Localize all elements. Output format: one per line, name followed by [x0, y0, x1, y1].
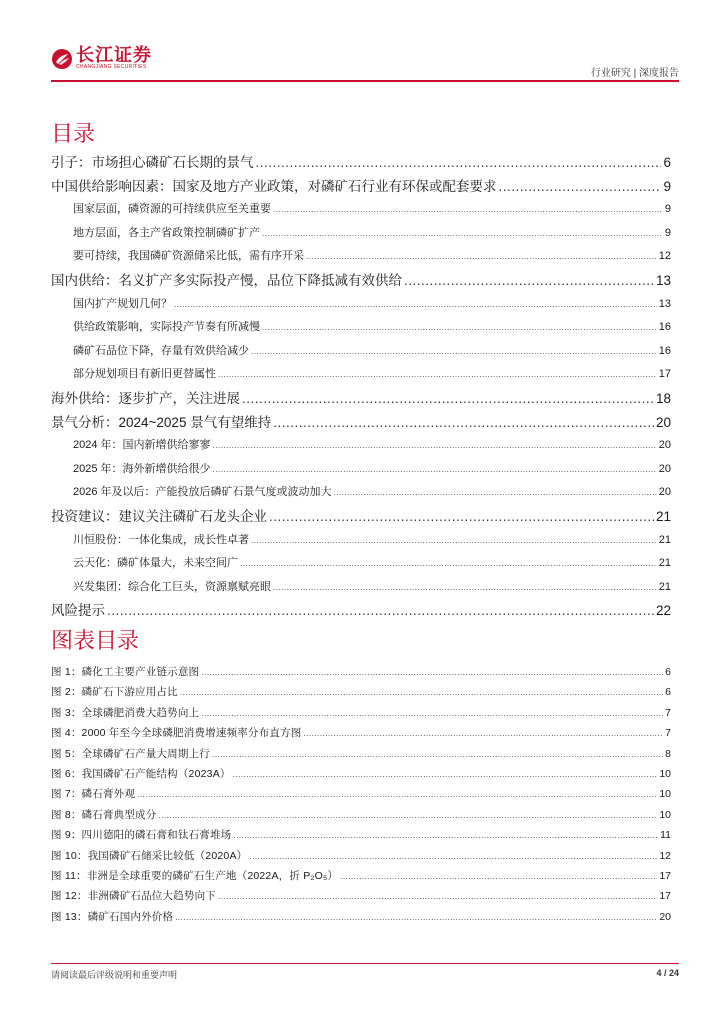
toc-chapter-entry[interactable] [51, 599, 671, 623]
dot-leader [404, 269, 654, 293]
entry-text: 图 13：磷矿石国内外价格 [51, 910, 174, 923]
entry-page-number: 12 [658, 250, 671, 263]
toc-chapter-entry[interactable] [51, 175, 671, 199]
toc-section-entry[interactable] [51, 576, 671, 600]
report-type: 行业研究 | 深度报告 [590, 68, 679, 79]
toc-section-entry[interactable] [51, 481, 671, 505]
entry-page-number: 6 [665, 666, 671, 678]
figure-entry[interactable] [51, 866, 671, 886]
dot-leader [273, 198, 663, 222]
toc-chapter-entry[interactable] [51, 269, 671, 293]
dot-leader [174, 293, 657, 317]
entry-text: 国家层面，磷资源的可持续供应至关重要 [73, 203, 271, 216]
dot-leader [249, 847, 657, 867]
dot-leader [262, 316, 657, 340]
entry-page-number: 9 [664, 203, 671, 216]
figure-entry[interactable] [51, 907, 671, 927]
toc-chapter-entry[interactable] [51, 387, 671, 411]
entry-text: 图 11：非洲是全球重要的磷矿石生产地（2022A，折 P₂O₅） [51, 869, 339, 882]
figure-entry[interactable] [51, 825, 671, 845]
dot-leader [340, 867, 657, 887]
entry-page-number: 21 [655, 508, 671, 524]
header-divider [51, 80, 679, 82]
entry-text: 2025 年：海外新增供给很少 [73, 462, 211, 475]
toc-section-entry[interactable] [51, 293, 671, 317]
entry-text: 地方层面，各主产省政策控制磷矿扩产 [73, 226, 260, 239]
brand-name-en: CHANGJIANG SECURITIES [76, 64, 147, 70]
dot-leader [303, 724, 663, 744]
figure-entry[interactable] [51, 744, 671, 764]
figure-entry[interactable] [51, 805, 671, 825]
entry-text: 风险提示 [51, 603, 105, 619]
entry-page-number: 17 [659, 890, 671, 903]
brand-name-cn: 长江证券 [76, 45, 152, 65]
entry-text: 部分规划项目有新旧更替属性 [73, 368, 216, 381]
figure-entry[interactable] [51, 723, 671, 743]
entry-text: 图 6：我国磷矿石产能结构（2023A） [51, 767, 231, 780]
dot-leader [218, 363, 657, 387]
dot-leader [213, 434, 657, 458]
entry-page-number: 7 [665, 727, 671, 740]
entry-page-number: 16 [658, 321, 671, 334]
entry-text: 图 7：磷石膏外观 [51, 788, 136, 801]
dot-leader [306, 245, 657, 269]
entry-text: 引子：市场担心磷矿石长期的景气 [51, 155, 254, 170]
entry-page-number: 17 [658, 368, 671, 381]
entry-page-number: 8 [665, 747, 671, 760]
page-number: 4 / 24 [656, 968, 679, 978]
dot-leader [107, 599, 654, 623]
dot-leader [218, 887, 657, 907]
toc-section-entry[interactable] [51, 434, 671, 458]
entry-page-number: 21 [658, 580, 671, 593]
entry-text: 国内扩产规划几何？ [73, 297, 172, 310]
entry-text: 中国供给影响因素：国家及地方产业政策，对磷矿石行业有环保或配套要求 [51, 178, 497, 194]
dot-leader [240, 552, 657, 576]
entry-page-number: 20 [658, 439, 671, 452]
toc-section-entry[interactable] [51, 198, 671, 222]
entry-text: 川恒股份：一体化集成，成长性卓著 [73, 533, 249, 546]
entry-page-number: 7 [665, 706, 671, 719]
toc-section-entry[interactable] [51, 316, 671, 340]
entry-text: 2024 年：国内新增供给寥寥 [73, 439, 211, 452]
dot-leader [273, 576, 657, 600]
entry-text: 图 3：全球磷肥消费大趋势向上 [51, 706, 200, 719]
entry-text: 兴发集团：综合化工巨头，资源禀赋亮眼 [73, 580, 271, 593]
entry-page-number: 10 [659, 767, 671, 780]
entry-text: 海外供给：逐步扩产，关注进展 [51, 390, 240, 406]
entry-page-number: 13 [658, 297, 671, 310]
entry-page-number: 20 [655, 414, 671, 430]
company-logo [51, 46, 152, 71]
dot-leader [251, 340, 657, 364]
dot-leader [233, 765, 658, 785]
toc-section-entry[interactable] [51, 363, 671, 387]
dot-leader [213, 458, 657, 482]
entry-page-number: 10 [659, 808, 671, 821]
figure-entry[interactable] [51, 886, 671, 906]
figure-entry[interactable] [51, 682, 671, 702]
dot-leader [201, 704, 663, 724]
dot-leader [273, 411, 654, 435]
figure-entry[interactable] [51, 784, 671, 804]
dot-leader [269, 505, 654, 529]
toc-section-entry[interactable] [51, 222, 671, 246]
entry-page-number: 16 [658, 344, 671, 357]
entry-page-number: 6 [665, 686, 671, 699]
toc-section-entry[interactable] [51, 245, 671, 269]
footer-divider [51, 963, 679, 964]
toc-list [51, 151, 671, 623]
figure-entry[interactable] [51, 846, 671, 866]
toc-section-entry[interactable] [51, 552, 671, 576]
entry-text: 要可持续，我国磷矿资源储采比低，需有序开采 [73, 250, 304, 263]
dot-leader [180, 683, 663, 703]
dot-leader [262, 222, 663, 246]
entry-text: 图 10：我国磷矿石储采比较低（2020A） [51, 849, 248, 862]
figures-title: 图表目录 [51, 628, 140, 653]
entry-text: 图 2：磷矿石下游应用占比 [51, 686, 178, 699]
footer-disclaimer: 请阅读最后评级说明和重要声明 [51, 970, 178, 980]
entry-text: 国内供给：名义扩产多实际投产慢，品位下降抵减有效供给 [51, 272, 402, 288]
entry-page-number: 20 [659, 910, 671, 923]
entry-page-number: 9 [664, 226, 671, 239]
dot-leader [158, 806, 657, 826]
entry-page-number: 20 [658, 486, 671, 499]
dot-leader [499, 175, 662, 199]
entry-text: 景气分析：2024~2025 景气有望维持 [51, 414, 272, 430]
dot-leader [201, 663, 663, 683]
dot-leader [212, 745, 663, 765]
entry-page-number: 18 [655, 390, 671, 406]
entry-text: 供给政策影响，实际投产节奏有所减慢 [73, 321, 260, 334]
entry-page-number: 22 [655, 603, 671, 619]
dot-leader [256, 151, 662, 175]
entry-text: 云天化：磷矿体量大，未来空间广 [73, 557, 238, 570]
entry-page-number: 11 [660, 829, 671, 842]
entry-page-number: 21 [658, 533, 671, 546]
toc-section-entry[interactable] [51, 340, 671, 364]
entry-page-number: 12 [659, 849, 671, 862]
dot-leader [251, 529, 657, 553]
entry-page-number: 10 [659, 788, 671, 801]
entry-text: 图 1：磷化工主要产业链示意图 [51, 666, 200, 678]
page-header [51, 46, 679, 82]
toc-section-entry[interactable] [51, 458, 671, 482]
entry-text: 图 4：2000 年至今全球磷肥消费增速频率分布直方图 [51, 727, 302, 740]
entry-page-number: 20 [658, 462, 671, 475]
figure-entry[interactable] [51, 764, 671, 784]
toc-chapter-entry[interactable] [51, 411, 671, 435]
dot-leader [137, 785, 657, 805]
figure-entry[interactable] [51, 703, 671, 723]
brand-mark-icon [51, 48, 73, 70]
entry-page-number: 9 [663, 178, 671, 194]
figure-entry[interactable] [51, 662, 671, 682]
toc-chapter-entry[interactable] [51, 151, 671, 175]
entry-text: 图 8：磷石膏典型成分 [51, 808, 157, 821]
entry-text: 投资建议：建议关注磷矿石龙头企业 [51, 508, 267, 524]
entry-text: 2026 年及以后：产能投放后磷矿石景气度或波动加大 [73, 486, 332, 499]
entry-page-number: 17 [659, 869, 671, 882]
dot-leader [233, 826, 658, 846]
dot-leader [334, 481, 657, 505]
toc-section-entry[interactable] [51, 529, 671, 553]
entry-page-number: 21 [658, 557, 671, 570]
dot-leader [175, 908, 657, 928]
entry-text: 图 12：非洲磷矿石品位大趋势向下 [51, 890, 216, 903]
toc-title: 目录 [51, 121, 96, 146]
toc-chapter-entry[interactable] [51, 505, 671, 529]
dot-leader [242, 387, 654, 411]
figures-list [51, 662, 671, 927]
entry-page-number: 13 [655, 272, 671, 288]
entry-text: 图 5：全球磷矿石产量大周期上行 [51, 747, 210, 760]
entry-text: 磷矿石品位下降，存量有效供给减少 [73, 344, 249, 357]
entry-text: 图 9：四川德阳的磷石膏和钛石膏堆场 [51, 829, 232, 842]
entry-page-number: 6 [663, 155, 671, 170]
